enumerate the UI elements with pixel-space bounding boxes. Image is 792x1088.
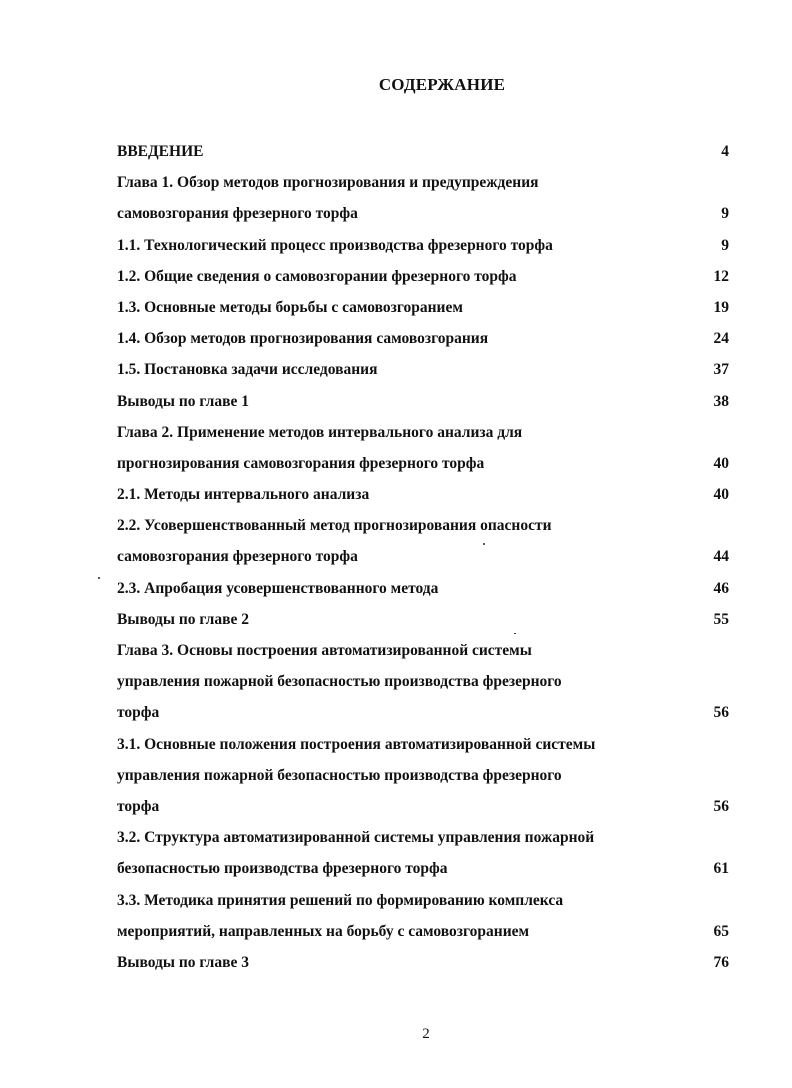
toc-line xyxy=(117,323,729,354)
toc-line xyxy=(117,604,729,635)
toc-line xyxy=(117,573,729,604)
toc-entry-text: 1.1. Технологический процесс производства фрезерного торфа xyxy=(117,236,553,254)
toc-entry-text: торфа xyxy=(117,704,160,722)
toc-line xyxy=(117,947,729,978)
toc-entry-text: управления пожарной безопасностью производства фрезерного xyxy=(117,766,562,784)
toc-line xyxy=(117,261,729,292)
toc-entry-text: 3.3. Методика принятия решений по формированию комплекса xyxy=(117,891,564,909)
toc-entry-text: мероприятий, направленных на борьбу с самовозгоранием xyxy=(117,922,530,940)
toc-line xyxy=(117,885,729,916)
toc-entry-text: прогнозирования самовозгорания фрезерного торфа xyxy=(117,454,485,472)
toc-line xyxy=(117,760,729,791)
toc-entry-text: 1.5. Постановка задачи исследования xyxy=(117,361,378,379)
toc-line xyxy=(117,136,729,167)
toc-line xyxy=(117,167,729,198)
toc-entry-text: 1.3. Основные методы борьбы с самовозгоранием xyxy=(117,298,463,316)
toc-entry-text: Выводы по главе 2 xyxy=(117,610,249,628)
toc-entry-text: Глава 2. Применение методов интервального анализа для xyxy=(117,423,523,441)
toc-entry-text: безопасностью производства фрезерного торфа xyxy=(117,860,448,878)
toc-entry-page: 61 xyxy=(713,860,729,878)
scan-speck xyxy=(514,633,516,634)
toc-entry-text: ВВЕДЕНИЕ xyxy=(117,143,204,160)
toc-entry-page: 12 xyxy=(713,267,729,285)
toc-entry-page: 24 xyxy=(713,330,729,348)
toc-entry-page: 46 xyxy=(713,579,729,597)
scan-speck xyxy=(483,543,485,545)
toc-entry-text: 2.1. Методы интервального анализа xyxy=(117,486,370,504)
toc-entry-text: управления пожарной безопасностью производства фрезерного xyxy=(117,673,562,691)
toc-line xyxy=(117,822,729,853)
toc-line xyxy=(117,791,729,822)
toc-entry-text: самовозгорания фрезерного торфа xyxy=(117,205,358,223)
toc-entry-page: 56 xyxy=(713,704,729,722)
toc-line xyxy=(117,479,729,510)
toc-entry-page: 4 xyxy=(721,143,729,160)
toc-line xyxy=(117,916,729,947)
toc-entry-page: 37 xyxy=(713,361,729,379)
toc-entry-text: 3.1. Основные положения построения автоматизированной системы xyxy=(117,735,596,753)
toc-line xyxy=(117,448,729,479)
toc-entry-text: 2.2. Усовершенствованный метод прогнозирования опасности xyxy=(117,517,552,535)
scan-speck xyxy=(98,577,100,579)
toc-entry-page: 40 xyxy=(713,454,729,472)
toc-entry-page: 38 xyxy=(713,392,729,410)
toc-entry-page: 44 xyxy=(713,548,729,566)
toc-entry-text: торфа xyxy=(117,797,160,815)
toc-entry-page: 9 xyxy=(721,205,729,223)
toc-line xyxy=(117,853,729,884)
toc-line xyxy=(117,386,729,417)
toc-line xyxy=(117,354,729,385)
toc-entry-page: 76 xyxy=(713,953,729,971)
page-title: СОДЕРЖАНИЕ xyxy=(378,75,506,94)
toc-line xyxy=(117,729,729,760)
toc-entry-text: Глава 1. Обзор методов прогнозирования и предупреждения xyxy=(117,174,539,192)
toc-line xyxy=(117,230,729,261)
toc-line xyxy=(117,666,729,697)
toc-entry-page: 55 xyxy=(713,610,729,628)
page-number: 2 xyxy=(422,1026,430,1042)
table-of-contents xyxy=(117,136,729,978)
toc-line xyxy=(117,541,729,572)
toc-entry-page: 65 xyxy=(713,922,729,940)
toc-entry-text: 1.4. Обзор методов прогнозирования самовозгорания xyxy=(117,330,489,348)
toc-entry-text: 3.2. Структура автоматизированной системы управления пожарной xyxy=(117,829,595,847)
toc-line xyxy=(117,292,729,323)
toc-entry-page: 9 xyxy=(721,236,729,254)
toc-line xyxy=(117,697,729,728)
toc-entry-page: 19 xyxy=(713,298,729,316)
toc-entry-text: 1.2. Общие сведения о самовозгорании фрезерного торфа xyxy=(117,267,517,285)
toc-line xyxy=(117,510,729,541)
toc-entry-text: 2.3. Апробация усовершенствованного метода xyxy=(117,579,439,597)
toc-entry-page: 40 xyxy=(713,486,729,504)
toc-line xyxy=(117,635,729,666)
toc-entry-text: Выводы по главе 1 xyxy=(117,392,249,410)
toc-entry-text: Глава 3. Основы построения автоматизированной системы xyxy=(117,642,532,659)
toc-entry-text: самовозгорания фрезерного торфа xyxy=(117,548,358,566)
toc-entry-page: 56 xyxy=(713,797,729,815)
toc-line xyxy=(117,198,729,229)
toc-line xyxy=(117,417,729,448)
toc-entry-text: Выводы по главе 3 xyxy=(117,953,249,971)
